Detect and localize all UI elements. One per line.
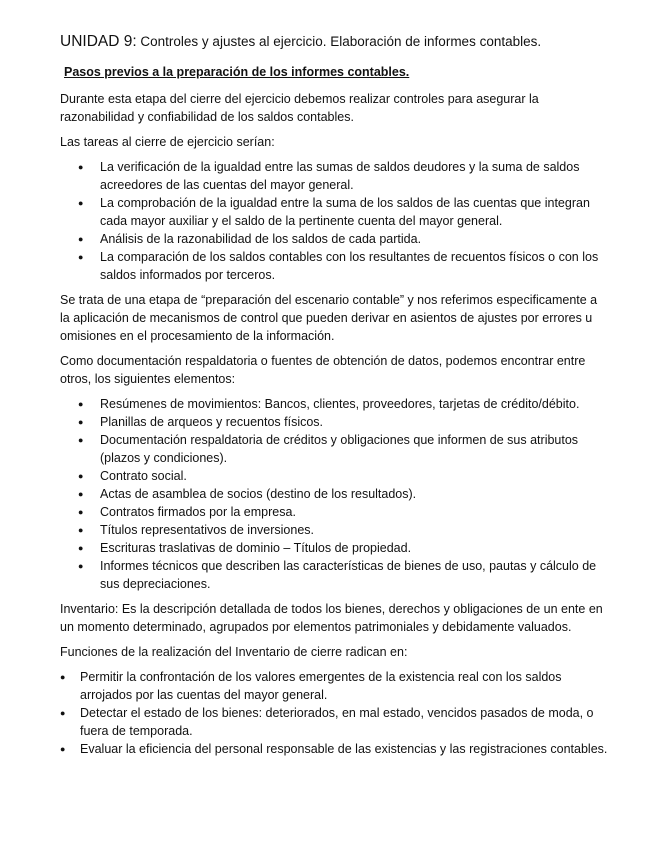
list-item: ● Análisis de la razonabilidad de los saldos de cada partida.	[60, 230, 608, 248]
section-subtitle: Pasos previos a la preparación de los informes contables.	[64, 65, 410, 79]
page-title	[60, 32, 608, 52]
docs-intro: Como documentación respaldatoria o fuentes de obtención de datos, podemos encontrar entre otros, los siguientes elementos:	[60, 354, 586, 386]
list-item: ● La comparación de los saldos contables con los resultantes de recuentos físicos o con los saldos informados por terceros.	[60, 248, 608, 284]
title-text: Controles y ajustes al ejercicio. Elaboración de informes contables.	[136, 34, 542, 49]
list-item: ● Títulos representativos de inversiones.	[60, 521, 608, 539]
list-item: ● Informes técnicos que describen las características de bienes de uso, pautas y cálculo de sus depreciaciones.	[60, 557, 608, 593]
list-item: ● Detectar el estado de los bienes: deteriorados, en mal estado, vencidos pasados de moda, o fuera de temporada.	[60, 704, 608, 740]
list-item: ● Actas de asamblea de socios (destino de los resultados).	[60, 485, 608, 503]
list-item: ● La comprobación de la igualdad entre la suma de los saldos de las cuentas que integran cada mayor auxiliar y el saldo de la pertinente cuenta del mayor general.	[60, 194, 608, 230]
list-item: ● La verificación de la igualdad entre las sumas de saldos deudores y la suma de saldos acreedores de las cuentas del mayor general.	[60, 158, 608, 194]
stage-paragraph: Se trata de una etapa de “preparación del escenario contable” y nos referimos especificamente a la aplicación de mecanismos de control que pueden derivar en asientos de ajustes por errores u omisiones en el procesamiento de la información.	[60, 293, 598, 343]
list-item: ● Documentación respaldatoria de créditos y obligaciones que informen de sus atributos (plazos y condiciones).	[60, 431, 608, 467]
list-item: ● Escrituras traslativas de dominio – Títulos de propiedad.	[60, 539, 608, 557]
list-item: ● Permitir la confrontación de los valores emergentes de la existencia real con los saldos arrojados por las cuentas del mayor general.	[60, 668, 608, 704]
inventory-definition: Inventario: Es la descripción detallada de todos los bienes, derechos y obligaciones de un ente en un momento determinado, agrupados por elementos patrimoniales y debidamente valuados.	[60, 602, 603, 634]
functions-list	[60, 668, 608, 758]
functions-intro: Funciones de la realización del Inventario de cierre radican en:	[60, 645, 408, 659]
title-unit: UNIDAD 9:	[60, 33, 137, 50]
list-item: ● Contrato social.	[60, 467, 608, 485]
list-item: ● Contratos firmados por la empresa.	[60, 503, 608, 521]
list-item: ● Evaluar la eficiencia del personal responsable de las existencias y las registraciones contables.	[60, 740, 608, 758]
list-item: ● Resúmenes de movimientos: Bancos, clientes, proveedores, tarjetas de crédito/débito.	[60, 395, 608, 413]
tasks-list	[60, 158, 608, 284]
tasks-intro: Las tareas al cierre de ejercicio serían:	[60, 135, 275, 149]
intro-paragraph: Durante esta etapa del cierre del ejercicio debemos realizar controles para asegurar la razonabilidad y confiabilidad de los saldos contables.	[60, 92, 539, 124]
list-item: ● Planillas de arqueos y recuentos físicos.	[60, 413, 608, 431]
document-page	[60, 32, 608, 765]
docs-list	[60, 395, 608, 593]
